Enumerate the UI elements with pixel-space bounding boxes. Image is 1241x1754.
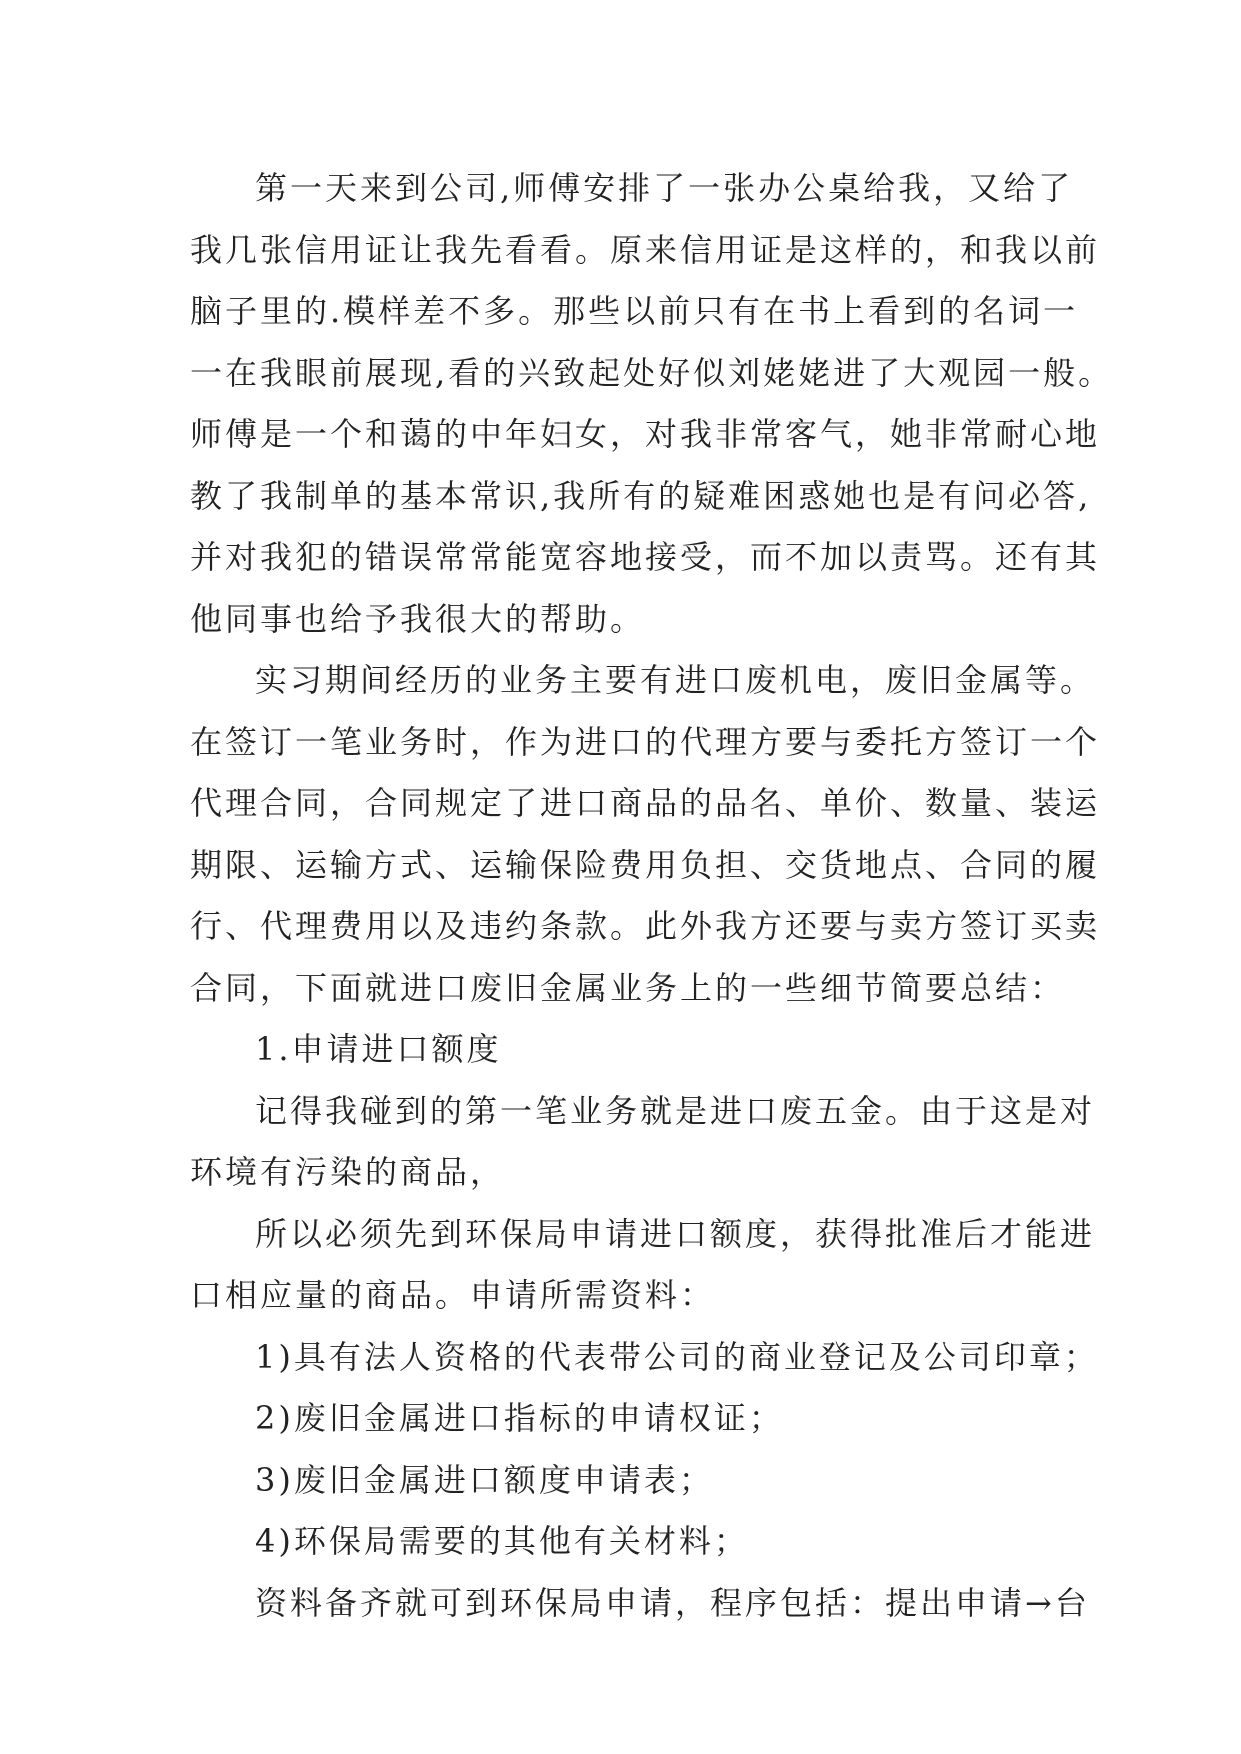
- text-line: 行、代理费用以及违约条款。此外我方还要与卖方签订买卖: [190, 907, 1101, 945]
- text-line: 我几张信用证让我先看看。原来信用证是这样的，和我以前: [190, 230, 1101, 269]
- list-item: 3)废旧金属进口额度申请表；: [255, 1460, 714, 1499]
- text-line: 记得我碰到的第一笔业务就是进口废五金。由于这是对: [255, 1091, 1096, 1130]
- section-heading: 1.申请进口额度: [255, 1030, 502, 1068]
- text-line: 脑子里的.模样差不多。那些以前只有在书上看到的名词一: [190, 292, 1079, 330]
- list-item: 4)环保局需要的其他有关材料；: [255, 1522, 749, 1560]
- text-line: 期限、运输方式、运输保险费用负担、交货地点、合同的履: [190, 845, 1101, 884]
- text-line: 一在我眼前展现,看的兴致起处好似刘姥姥进了大观园一般。: [190, 353, 1114, 392]
- text-line: 代理合同，合同规定了进口商品的品名、单价、数量、装运: [190, 784, 1101, 822]
- text-line: 在签订一笔业务时，作为进口的代理方要与委托方签订一个: [190, 722, 1101, 761]
- text-line: 资料备齐就可到环保局申请，程序包括：提出申请→台: [255, 1583, 1090, 1622]
- text-line: 师傅是一个和蔼的中年妇女，对我非常客气，她非常耐心地: [190, 415, 1101, 453]
- text-line: 所以必须先到环保局申请进口额度，获得批准后才能进: [255, 1214, 1096, 1253]
- text-line: 他同事也给予我很大的帮助。: [190, 599, 646, 638]
- text-line: 第一天来到公司,师傅安排了一张办公桌给我，又给了: [255, 169, 1074, 207]
- text-line: 口相应量的商品。申请所需资料：: [190, 1276, 716, 1314]
- text-line: 环境有污染的商品，: [190, 1153, 506, 1191]
- list-item: 2)废旧金属进口指标的申请权证；: [255, 1399, 784, 1437]
- list-item: 1)具有法人资格的代表带公司的商业登记及公司印章；: [255, 1337, 1099, 1376]
- text-line: 合同，下面就进口废旧金属业务上的一些细节简要总结：: [190, 968, 1066, 1007]
- text-line: 实习期间经历的业务主要有进口废机电，废旧金属等。: [255, 661, 1096, 699]
- body-text: [190, 158, 1114, 1634]
- text-line: 教了我制单的基本常识,我所有的疑难困惑她也是有问必答,: [190, 476, 1092, 515]
- text-line: 并对我犯的错误常常能宽容地接受，而不加以责骂。还有其: [190, 538, 1101, 576]
